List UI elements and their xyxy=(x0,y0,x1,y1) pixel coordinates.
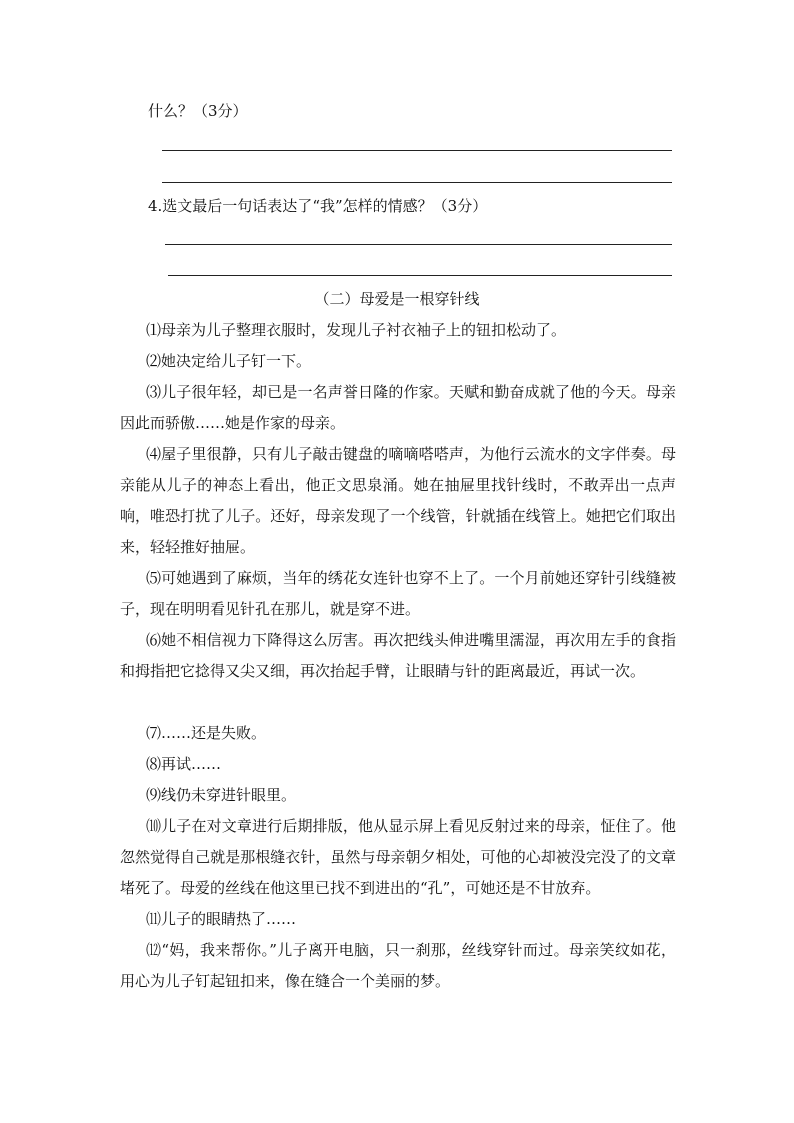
paragraph-12: ⑿“妈，我来帮你。”儿子离开电脑，只一刹那，丝线穿针而过。母亲笑纹如花，用心为儿子钉起钮扣来，像在缝合一个美丽的梦。 xyxy=(120,941,676,990)
answer-line xyxy=(162,182,672,183)
paragraph-10: ⑽儿子在对文章进行后期排版，他从显示屏上看见反射过来的母亲，怔住了。他忽然觉得自己就是那根缝衣针，虽然与母亲朝夕相处，可他的心却被没完没了的文章堵死了。母爱的丝线在他这里已找不到进出的“孔”，可她还是不甘放弃。 xyxy=(120,817,676,897)
paragraph-3: ⑶儿子很年轻，却已是一名声誉日隆的作家。天赋和勤奋成就了他的今天。母亲因此而骄傲……她是作家的母亲。 xyxy=(120,383,676,432)
answer-line xyxy=(165,244,672,245)
passage-title: （二）母爱是一根穿针线 xyxy=(314,290,480,308)
paragraph-1: ⑴母亲为儿子整理衣服时，发现儿子衬衣袖子上的钮扣松动了。 xyxy=(146,321,567,339)
paragraph-5: ⑸可她遇到了麻烦，当年的绣花女连针也穿不上了。一个月前她还穿针引线缝被子，现在明明看见针孔在那儿，就是穿不进。 xyxy=(120,569,676,618)
paragraph-11: ⑾儿子的眼睛热了…… xyxy=(146,910,297,928)
paragraph-2: ⑵她决定给儿子钉一下。 xyxy=(146,352,312,370)
answer-line xyxy=(168,275,672,276)
question-3-tail: 什么？（3分） xyxy=(148,102,248,120)
answer-line xyxy=(162,150,672,151)
paragraph-6: ⑹她不相信视力下降得这么厉害。再次把线头伸进嘴里濡湿，再次用左手的食指和拇指把它捻得又尖又细，再次抬起手臂，让眼睛与针的距离最近，再试一次。 xyxy=(120,631,676,680)
paragraph-8: ⑻再试…… xyxy=(146,755,222,773)
paragraph-4: ⑷屋子里很静，只有儿子敲击键盘的嘀嘀嗒嗒声，为他行云流水的文字伴奏。母亲能从儿子的神态上看出，他正文思泉涌。她在抽屉里找针线时，不敢弄出一点声响，唯恐打扰了儿子。还好，母亲发现了一个线管，针就插在线管上。她把它们取出来，轻轻推好抽屉。 xyxy=(120,445,676,556)
paragraph-7: ⑺……还是失败。 xyxy=(146,724,267,742)
paragraph-9: ⑼线仍未穿进针眼里。 xyxy=(146,786,297,804)
question-4: 4.选文最后一句话表达了“我”怎样的情感？（3分） xyxy=(148,197,488,215)
